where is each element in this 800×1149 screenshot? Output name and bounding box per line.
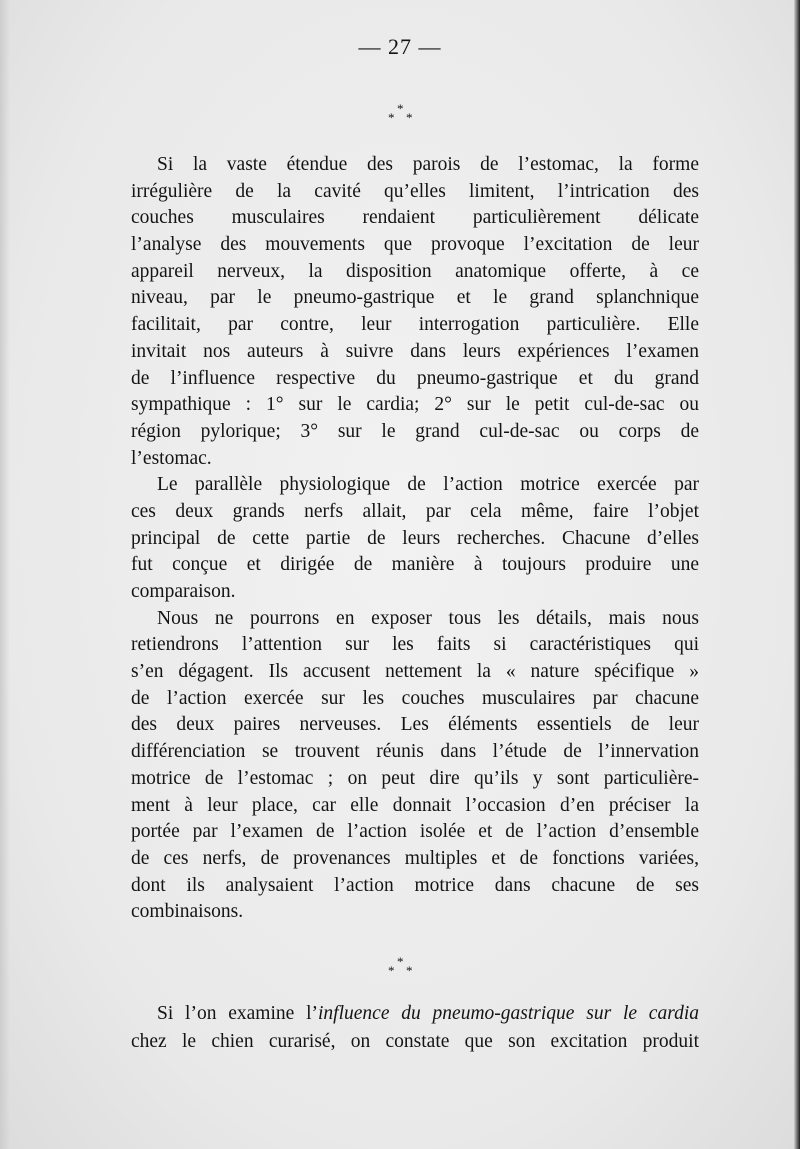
text-line [131,1000,699,1028]
text-line: principal de cette partie de leurs recherches. Chacune d’elles [131,527,699,549]
text-line: région pylorique; 3° sur le grand cul-de-sac ou corps de [131,420,699,442]
page-gutter-shadow [0,0,10,1149]
text-line: dont ils analysaient l’action motrice dans chacune de ses [131,874,699,896]
text-line: Si la vaste étendue des parois de l’estomac, la forme [157,154,699,175]
page-edge-shadow [794,0,800,1149]
text-line: des deux paires nerveuses. Les éléments essentiels de leur [131,714,699,736]
text-line: motrice de l’estomac ; on peut dire qu’ils y sont particulière- [131,767,699,789]
text-line: comparaison. [131,581,236,602]
text-line: fut conçue et dirigée de manière à toujours produire une [131,554,699,576]
text-line: facilitait, par contre, leur interrogation particulière. Elle [131,314,699,336]
asterism-star: * [406,110,413,125]
final-paragraph [131,1000,699,1055]
text-line: invitait nos auteurs à suivre dans leurs expériences l’examen [131,340,699,362]
text-line: l’estomac. [131,447,212,469]
italic-phrase: influence du pneumo-gastrique sur le cardia [318,1003,699,1024]
asterism-star: * [388,110,395,125]
text-line: Le parallèle physiologique de l’action motrice exercée par [157,474,699,496]
text-line: différenciation se trouvent réunis dans l’étude de l’innervation [131,741,699,763]
asterism-star: * [397,101,404,116]
text-line: retiendrons l’attention sur les faits si caractéristiques qui [131,634,699,656]
text-line: de l’influence respective du pneumo-gastrique et du grand [131,367,699,389]
text-line: Nous ne pourrons en exposer tous les détails, mais nous [157,607,699,629]
text-line: couches musculaires rendaient particulièrement délicate [131,207,699,229]
text-line: irrégulière de la cavité qu’elles limitent, l’intrication des [131,180,699,202]
main-text [131,152,699,926]
section-asterism [383,102,419,124]
asterism-star: * [388,963,395,978]
asterism-star: * [406,963,413,978]
text-line: appareil nerveux, la disposition anatomique offerte, à ce [131,260,699,282]
text-line: sympathique : 1° sur le cardia; 2° sur le petit cul-de-sac ou [131,394,699,416]
text-line: ces deux grands nerfs allait, par cela même, faire l’objet [131,500,699,522]
text-line: chez le chien curarisé, on constate que son excitation produit [131,1030,699,1052]
text-line: combinaisons. [131,901,244,923]
text-line: s’en dégagent. Ils accusent nettement la « nature spécifique » [131,661,699,683]
text-line: de l’action exercée sur les couches musculaires par chacune [131,687,699,709]
text-segment: Si l’on examine l’ [157,1003,318,1024]
text-line: niveau, par le pneumo-gastrique et le grand splanchnique [131,287,699,309]
section-asterism [383,955,419,977]
text-line: de ces nerfs, de provenances multiples et de fonctions variées, [131,847,699,869]
asterism-star: * [397,954,404,969]
text-line: l’analyse des mouvements que provoque l’excitation de leur [131,234,699,256]
text-line: ment à leur place, car elle donnait l’occasion d’en préciser la [131,794,699,816]
text-line: portée par l’examen de l’action isolée et de l’action d’ensemble [131,821,699,843]
page-number: — 27 — [358,34,442,59]
